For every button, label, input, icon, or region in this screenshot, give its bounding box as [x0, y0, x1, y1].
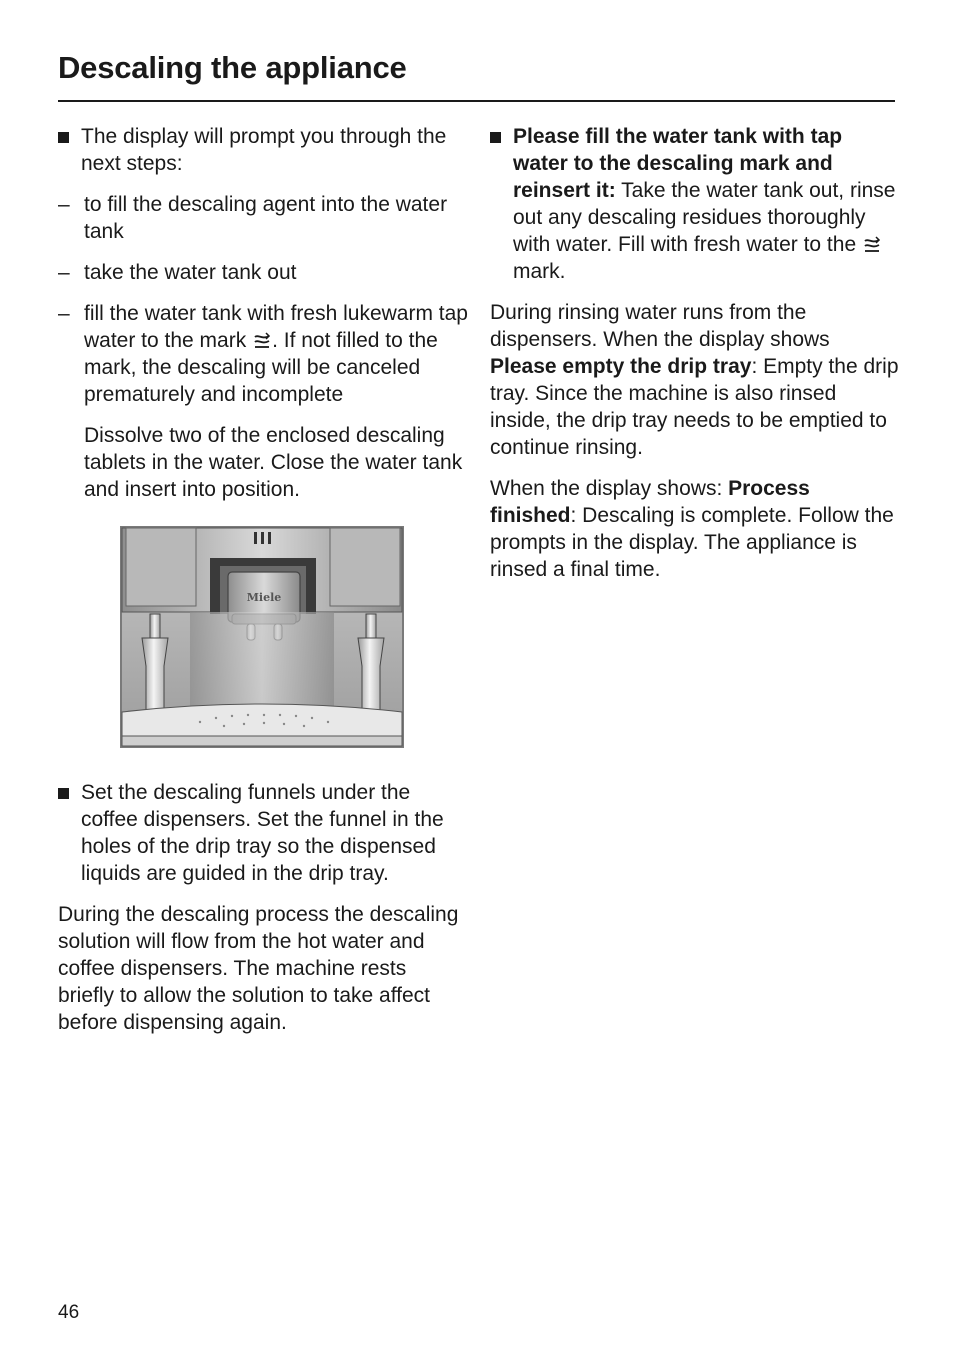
- coffee-machine-illustration: [120, 526, 404, 748]
- dash-marker: –: [58, 193, 70, 216]
- dash-item-fill-water: [58, 300, 468, 408]
- left-column: [58, 123, 468, 1050]
- finish-bold: Process finished: [490, 477, 810, 527]
- dash-item-fill-agent: [58, 191, 468, 245]
- page-number: 46: [58, 1302, 80, 1323]
- descale-mark-icon: [252, 332, 272, 350]
- bullet-item-intro: [58, 123, 468, 177]
- rinsing-paragraph: [490, 299, 900, 461]
- finish-text-a: When the display shows:: [490, 477, 729, 500]
- dash-marker: –: [58, 261, 70, 284]
- bullet-item-funnels: [58, 779, 468, 887]
- right-column: [490, 123, 900, 597]
- dash-marker: –: [58, 302, 70, 325]
- finish-paragraph: [490, 475, 900, 583]
- rinsing-bold: Please empty the drip tray: [490, 355, 752, 378]
- title-divider: [58, 100, 895, 102]
- bullet-item-fill-tank: [490, 123, 900, 285]
- funnels-text: Set the descaling funnels under the coffee dispensers. Set the funnel in the holes of the drip tray so the dispensed liquids are guided in the drip tray.: [81, 781, 444, 885]
- fill-tank-text-b: mark.: [513, 260, 566, 283]
- process-paragraph: During the descaling process the descaling solution will flow from the hot water and coffee dispensers. The machine rests briefly to allow the solution to take affect before dispensing again.: [58, 903, 459, 1034]
- dash-text-fill-water-a: fill the water tank with fresh lukewarm tap water to the mark: [84, 302, 468, 352]
- dash-item-tank-out: [58, 259, 468, 286]
- square-bullet-icon: [58, 132, 69, 143]
- dissolve-paragraph: Dissolve two of the enclosed descaling tablets in the water. Close the water tank and insert into position.: [84, 424, 463, 501]
- dash-text-tank-out: take the water tank out: [84, 261, 297, 284]
- square-bullet-icon: [490, 132, 501, 143]
- finish-text-b: : Descaling is complete. Follow the prompts in the display. The appliance is rinsed a final time.: [490, 504, 894, 581]
- descale-mark-icon: [862, 236, 882, 254]
- miele-logo: Miele: [246, 591, 282, 604]
- intro-text: The display will prompt you through the next steps:: [81, 125, 447, 175]
- square-bullet-icon: [58, 788, 69, 799]
- dash-text-fill-water-b: . If not filled to the mark, the descaling will be canceled prematurely and incomplete: [84, 329, 438, 406]
- rinsing-text-b: : Empty the drip tray. Since the machine is also rinsed inside, the drip tray needs to be emptied to continue rinsing.: [490, 355, 899, 459]
- fill-tank-bold: Please fill the water tank with tap water to the descaling mark and reinsert it:: [513, 125, 843, 202]
- rinsing-text-a: During rinsing water runs from the dispensers. When the display shows: [490, 301, 830, 351]
- fill-tank-text-a: Take the water tank out, rinse out any descaling residues thoroughly with water. Fill with fresh water to the: [513, 179, 896, 256]
- dash-text-fill-agent: to fill the descaling agent into the water tank: [84, 193, 448, 243]
- page-title: Descaling the appliance: [58, 50, 407, 85]
